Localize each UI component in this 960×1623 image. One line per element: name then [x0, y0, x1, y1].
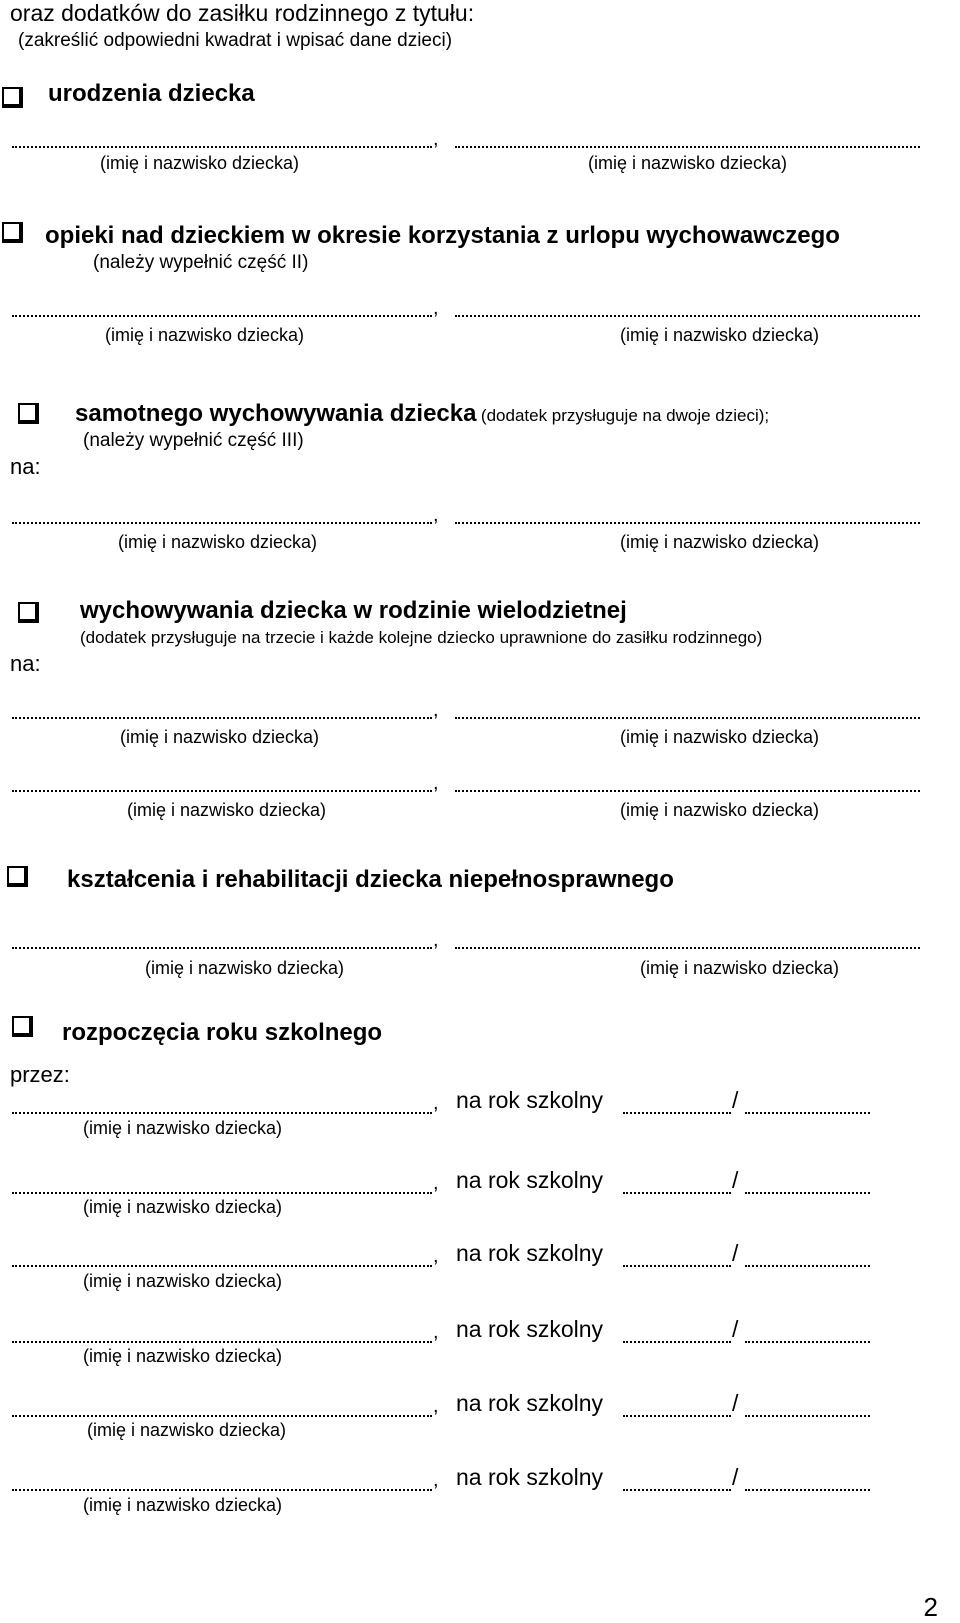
section-title-birth: urodzenia dziecka: [48, 80, 255, 107]
checkbox-large-family[interactable]: [18, 602, 39, 623]
school-year-separator: /: [732, 1167, 739, 1193]
child-name-caption: (imię i nazwisko dziecka): [83, 1118, 283, 1138]
section-note-single-parent: (należy wypełnić część III): [83, 430, 304, 451]
przez-label: przez:: [10, 1062, 70, 1087]
school-year-end-field[interactable]: [745, 1341, 870, 1343]
name-field-birth-2[interactable]: [455, 146, 920, 148]
name-field-birth-1[interactable]: [12, 146, 432, 148]
school-year-start-field[interactable]: [623, 1341, 731, 1343]
separator-comma: ,: [433, 1469, 439, 1491]
child-name-caption: (imię i nazwisko dziecka): [620, 800, 820, 820]
name-field-school-6[interactable]: [12, 1489, 432, 1491]
school-year-separator: /: [732, 1087, 739, 1113]
child-name-caption: (imię i nazwisko dziecka): [640, 958, 840, 978]
school-year-start-field[interactable]: [623, 1489, 731, 1491]
page-number: 2: [923, 1592, 938, 1622]
separator-comma: ,: [433, 929, 439, 951]
name-field-single-1[interactable]: [12, 522, 432, 524]
intro-line-1: oraz dodatków do zasiłku rodzinnego z tytułu:: [10, 0, 475, 26]
section-note-large-family: (dodatek przysługuje na trzecie i każde kolejne dziecko uprawnione do zasiłku rodzinnego): [80, 628, 763, 647]
name-field-school-4[interactable]: [12, 1341, 432, 1343]
school-year-start-field[interactable]: [623, 1112, 731, 1114]
school-year-label: na rok szkolny: [456, 1087, 604, 1113]
na-label: na:: [10, 454, 41, 479]
school-year-label: na rok szkolny: [456, 1240, 604, 1266]
child-name-caption: (imię i nazwisko dziecka): [620, 325, 820, 345]
school-year-end-field[interactable]: [745, 1112, 870, 1114]
name-field-school-3[interactable]: [12, 1265, 432, 1267]
school-year-start-field[interactable]: [623, 1265, 731, 1267]
school-year-separator: /: [732, 1464, 739, 1490]
checkbox-single-parent[interactable]: [18, 403, 39, 424]
child-name-caption: (imię i nazwisko dziecka): [83, 1197, 283, 1217]
separator-comma: ,: [433, 1172, 439, 1194]
school-year-label: na rok szkolny: [456, 1464, 604, 1490]
child-name-caption: (imię i nazwisko dziecka): [120, 727, 320, 747]
name-field-large-family-4[interactable]: [455, 790, 920, 792]
name-field-large-family-2[interactable]: [455, 717, 920, 719]
separator-comma: ,: [433, 699, 439, 721]
name-field-large-family-1[interactable]: [12, 717, 432, 719]
name-field-school-1[interactable]: [12, 1112, 432, 1114]
school-year-end-field[interactable]: [745, 1192, 870, 1194]
section-title-childcare: opieki nad dzieckiem w okresie korzystania z urlopu wychowawczego: [45, 222, 840, 249]
checkbox-disabled-child[interactable]: [7, 866, 28, 887]
school-year-separator: /: [732, 1240, 739, 1266]
name-field-childcare-2[interactable]: [455, 315, 920, 317]
section-note-childcare: (należy wypełnić część II): [93, 252, 309, 273]
school-year-end-field[interactable]: [745, 1415, 870, 1417]
school-year-start-field[interactable]: [623, 1192, 731, 1194]
section-title-single-parent: samotnego wychowywania dziecka: [75, 400, 477, 427]
separator-comma: ,: [433, 1395, 439, 1417]
child-name-caption: (imię i nazwisko dziecka): [100, 153, 300, 173]
intro-line-2: (zakreślić odpowiedni kwadrat i wpisać dane dzieci): [18, 30, 453, 51]
separator-comma: ,: [433, 504, 439, 526]
school-year-label: na rok szkolny: [456, 1316, 604, 1342]
school-year-label: na rok szkolny: [456, 1167, 604, 1193]
school-year-separator: /: [732, 1316, 739, 1342]
name-field-single-2[interactable]: [455, 522, 920, 524]
name-field-large-family-3[interactable]: [12, 790, 432, 792]
separator-comma: ,: [433, 772, 439, 794]
section-title-school-year: rozpoczęcia roku szkolnego: [62, 1019, 383, 1046]
child-name-caption: (imię i nazwisko dziecka): [118, 532, 318, 552]
separator-comma: ,: [433, 1245, 439, 1267]
separator-comma: ,: [433, 297, 439, 319]
section-inline-note-single-parent: (dodatek przysługuje na dwoje dzieci);: [480, 406, 770, 425]
child-name-caption: (imię i nazwisko dziecka): [87, 1420, 287, 1440]
child-name-caption: (imię i nazwisko dziecka): [105, 325, 305, 345]
name-field-school-5[interactable]: [12, 1415, 432, 1417]
child-name-caption: (imię i nazwisko dziecka): [83, 1495, 283, 1515]
name-field-childcare-1[interactable]: [12, 315, 432, 317]
name-field-disabled-1[interactable]: [12, 947, 432, 949]
child-name-caption: (imię i nazwisko dziecka): [127, 800, 327, 820]
child-name-caption: (imię i nazwisko dziecka): [620, 727, 820, 747]
child-name-caption: (imię i nazwisko dziecka): [83, 1346, 283, 1366]
section-title-disabled-child: kształcenia i rehabilitacji dziecka niepełnosprawnego: [67, 866, 674, 893]
school-year-end-field[interactable]: [745, 1265, 870, 1267]
school-year-separator: /: [732, 1390, 739, 1416]
checkbox-childcare[interactable]: [2, 222, 23, 243]
child-name-caption: (imię i nazwisko dziecka): [588, 153, 788, 173]
na-label: na:: [10, 651, 41, 676]
separator-comma: ,: [433, 128, 439, 150]
separator-comma: ,: [433, 1092, 439, 1114]
checkbox-birth[interactable]: [2, 87, 23, 108]
section-title-large-family: wychowywania dziecka w rodzinie wielodzietnej: [80, 597, 627, 624]
school-year-end-field[interactable]: [745, 1489, 870, 1491]
school-year-start-field[interactable]: [623, 1415, 731, 1417]
child-name-caption: (imię i nazwisko dziecka): [83, 1271, 283, 1291]
separator-comma: ,: [433, 1321, 439, 1343]
name-field-disabled-2[interactable]: [455, 947, 920, 949]
section-heading-single-parent: [75, 400, 769, 428]
checkbox-school-year[interactable]: [12, 1016, 33, 1037]
child-name-caption: (imię i nazwisko dziecka): [145, 958, 345, 978]
school-year-label: na rok szkolny: [456, 1390, 604, 1416]
child-name-caption: (imię i nazwisko dziecka): [620, 532, 820, 552]
name-field-school-2[interactable]: [12, 1192, 432, 1194]
